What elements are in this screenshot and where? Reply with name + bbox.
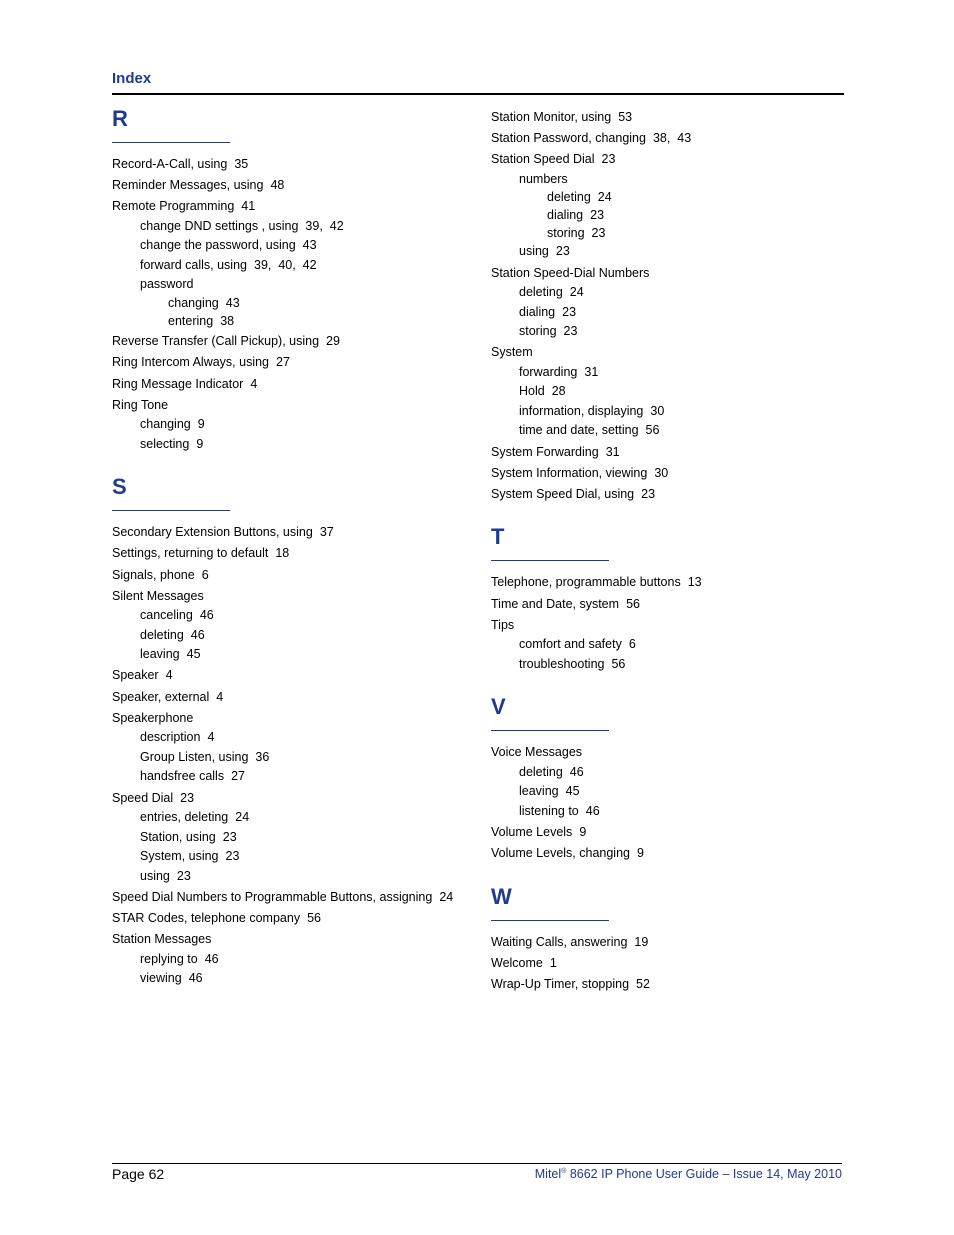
- index-entry-term: Ring Message Indicator: [112, 376, 244, 391]
- index-entry: [491, 595, 861, 615]
- index-entry-pages: 30: [650, 403, 665, 418]
- index-entry: [491, 108, 861, 128]
- index-entry-term: entering: [168, 313, 214, 328]
- index-entry: [112, 217, 482, 237]
- index-entry-pages: 23: [225, 849, 240, 864]
- index-entry-term: numbers: [519, 171, 568, 186]
- index-entry: [491, 743, 861, 763]
- index-entry: [491, 421, 861, 441]
- index-entry-term: Volume Levels, changing: [491, 846, 630, 861]
- index-entry-pages: 56: [626, 596, 640, 611]
- index-entry: [491, 343, 861, 363]
- index-entry: [112, 867, 482, 887]
- index-entry: [491, 402, 861, 422]
- index-entry-pages: 31: [605, 444, 620, 459]
- index-entry-term: STAR Codes, telephone company: [112, 910, 301, 925]
- index-entry: [112, 606, 482, 626]
- index-entry-term: Station Monitor, using: [491, 109, 612, 124]
- index-entry: [491, 443, 861, 463]
- index-entry: [112, 295, 482, 313]
- index-entry-term: leaving: [140, 647, 180, 662]
- index-entry-term: storing: [519, 324, 557, 339]
- index-entry: [112, 728, 482, 748]
- index-column-left: [112, 104, 482, 989]
- index-entry-pages: 52: [636, 977, 650, 992]
- index-entry-term: Secondary Extension Buttons, using: [112, 525, 313, 540]
- index-entry: [112, 256, 482, 276]
- index-entry: [112, 626, 482, 646]
- index-entry: [112, 587, 482, 607]
- index-entry-term: Speaker, external: [112, 689, 210, 704]
- index-entry: [491, 363, 861, 383]
- index-entry: [491, 382, 861, 402]
- index-entry-pages: 24: [597, 190, 612, 205]
- index-entry-pages: 30: [654, 465, 669, 480]
- index-entry: [112, 396, 482, 416]
- index-entry-term: using: [519, 244, 549, 259]
- index-entry: [112, 275, 482, 295]
- index-entry-term: Station Speed-Dial Numbers: [491, 265, 650, 280]
- index-entry: [491, 954, 861, 974]
- index-entry: [491, 464, 861, 484]
- index-entry-pages: 23: [562, 304, 577, 319]
- index-entry-term: Waiting Calls, answering: [491, 934, 628, 949]
- index-entry-term: System Forwarding: [491, 444, 599, 459]
- index-entry-pages: 31: [584, 364, 599, 379]
- index-entry-term: Settings, returning to default: [112, 546, 269, 561]
- index-entry-pages: 23: [555, 244, 570, 259]
- index-entry-term: leaving: [519, 784, 559, 799]
- index-entry-term: deleting: [140, 627, 184, 642]
- index-entry: [491, 616, 861, 636]
- index-entry-pages: 9: [196, 436, 204, 451]
- index-entry: [491, 844, 861, 864]
- index-entry-term: dialing: [547, 207, 584, 222]
- index-entry: [112, 930, 482, 950]
- index-entry-pages: 46: [585, 803, 600, 818]
- index-entry-term: storing: [547, 225, 585, 240]
- index-entry-term: comfort and safety: [519, 637, 622, 652]
- index-entry: [491, 189, 861, 207]
- index-entry-term: System Information, viewing: [491, 465, 648, 480]
- index-entry-term: changing: [168, 295, 219, 310]
- index-entry: [491, 763, 861, 783]
- index-entry-pages: 23: [176, 868, 191, 883]
- index-entry-pages: 23: [591, 225, 606, 240]
- index-entry: [491, 823, 861, 843]
- index-entry-term: Record-A-Call, using: [112, 157, 228, 171]
- index-entry-term: time and date, setting: [519, 423, 639, 438]
- index-entry-term: forwarding: [519, 364, 578, 379]
- index-entry: [491, 975, 861, 995]
- index-entry-pages: 45: [186, 647, 201, 662]
- index-entry-pages: 46: [569, 764, 584, 779]
- index-entry: [491, 485, 861, 505]
- index-entry-term: forward calls, using: [140, 257, 247, 272]
- index-entry-pages: 56: [611, 656, 626, 671]
- index-entry-pages: 9: [579, 824, 587, 839]
- index-entry-pages: 38: [220, 313, 235, 328]
- registered-mark: ®: [561, 1167, 567, 1175]
- index-entry: [112, 197, 482, 217]
- section-divider: [491, 730, 609, 731]
- index-entry-pages: 18: [275, 546, 290, 561]
- index-entry: [112, 566, 482, 586]
- index-entry-term: Station Messages: [112, 932, 212, 947]
- index-entry: [112, 375, 482, 395]
- index-entry-pages: 23: [641, 486, 656, 501]
- index-entry-term: Station, using: [140, 829, 216, 844]
- index-entry-term: changing: [140, 417, 191, 432]
- index-entry-term: Welcome: [491, 955, 543, 970]
- index-entry-term: System, using: [140, 849, 219, 864]
- index-entry-term: System Speed Dial, using: [491, 486, 635, 501]
- index-entry: [491, 322, 861, 342]
- index-entry-pages: 4: [207, 730, 215, 745]
- index-entry: [112, 969, 482, 989]
- index-entry-term: Station Password, changing: [491, 130, 646, 145]
- section-letter: S: [112, 474, 127, 500]
- index-entry: [112, 544, 482, 564]
- index-entry-pages: 4: [216, 689, 224, 704]
- index-entry-pages: 24: [439, 889, 454, 904]
- index-entry: [112, 332, 482, 352]
- index-entry-term: selecting: [140, 436, 190, 451]
- index-entry: [491, 933, 861, 953]
- section-letter: V: [491, 694, 506, 720]
- index-entry-pages: 23: [563, 324, 578, 339]
- index-entry: [112, 435, 482, 455]
- index-entry-pages: 43: [225, 295, 240, 310]
- index-entry-term: description: [140, 730, 201, 745]
- index-entry-term: Hold: [519, 384, 545, 399]
- index-entry-term: Tips: [491, 617, 515, 632]
- index-entry-pages: 46: [199, 608, 214, 623]
- index-entry-term: listening to: [519, 803, 579, 818]
- index-entry-term: using: [140, 868, 170, 883]
- index-entry-pages: 36: [255, 749, 270, 764]
- index-entry-term: password: [140, 277, 194, 292]
- footer-page-number: Page 62: [112, 1166, 165, 1182]
- index-entry-pages: 39, 40, 42: [254, 257, 317, 272]
- index-entry-term: Speaker: [112, 668, 159, 683]
- index-entry-pages: 43: [302, 238, 317, 253]
- index-entry-term: entries, deleting: [140, 810, 229, 825]
- index-entry: [112, 666, 482, 686]
- index-entry-term: Group Listen, using: [140, 749, 249, 764]
- section-divider: [112, 510, 230, 511]
- index-entry-pages: 38, 43: [652, 130, 692, 145]
- index-entry-pages: 27: [231, 769, 245, 784]
- index-entry-pages: 37: [319, 525, 334, 540]
- index-entry-pages: 6: [628, 637, 636, 652]
- index-entry-term: Remote Programming: [112, 199, 235, 214]
- index-entry-pages: 46: [190, 627, 205, 642]
- index-entry-term: Ring Intercom Always, using: [112, 355, 270, 370]
- index-entry-pages: 6: [201, 567, 209, 582]
- index-entry: [491, 225, 861, 243]
- index-entry-term: canceling: [140, 608, 193, 623]
- index-entry: [112, 789, 482, 809]
- index-entry: [491, 283, 861, 303]
- index-entry-term: deleting: [519, 285, 563, 300]
- section-letter: T: [491, 524, 505, 550]
- index-entry-pages: 23: [180, 790, 195, 805]
- index-entry: [491, 207, 861, 225]
- index-entry: [491, 573, 861, 593]
- index-entry-pages: 45: [565, 784, 580, 799]
- index-entry-pages: 23: [590, 207, 605, 222]
- index-entry: [112, 748, 482, 768]
- index-entry-pages: 56: [645, 423, 660, 438]
- index-entry-pages: 46: [188, 971, 203, 986]
- index-entry: [112, 709, 482, 729]
- index-entry-term: Voice Messages: [491, 745, 583, 760]
- footer-divider: [112, 1163, 842, 1164]
- index-entry: [491, 782, 861, 802]
- index-entry-term: troubleshooting: [519, 656, 605, 671]
- index-entry-term: Station Speed Dial: [491, 152, 595, 167]
- index-section: [491, 108, 861, 505]
- index-entry-pages: 4: [250, 376, 258, 391]
- index-entry-pages: 35: [234, 157, 249, 171]
- index-entry-pages: 19: [634, 934, 649, 949]
- index-entry-pages: 48: [270, 178, 285, 193]
- index-entry-term: viewing: [140, 971, 182, 986]
- index-section: [491, 692, 861, 863]
- index-section: [491, 882, 861, 995]
- index-entry: [491, 242, 861, 262]
- index-entry-term: change the password, using: [140, 238, 296, 253]
- index-entry: [112, 313, 482, 331]
- index-entry-term: Speed Dial: [112, 790, 174, 805]
- index-entry-pages: 27: [276, 355, 290, 370]
- page-header-title: Index: [112, 70, 152, 87]
- index-entry: [112, 909, 482, 929]
- index-entry: [112, 808, 482, 828]
- index-entry: [112, 688, 482, 708]
- index-entry-term: deleting: [519, 764, 563, 779]
- index-entry-term: replying to: [140, 951, 198, 966]
- index-entry-term: dialing: [519, 304, 556, 319]
- index-entry-term: System: [491, 345, 533, 360]
- index-entry-pages: 46: [204, 951, 219, 966]
- index-entry-pages: 39, 42: [305, 218, 344, 233]
- index-section: [491, 522, 861, 674]
- index-entry: [491, 170, 861, 190]
- index-entry: [112, 767, 482, 787]
- section-letter: R: [112, 106, 128, 131]
- index-entry: [112, 353, 482, 373]
- index-entry-pages: 41: [241, 199, 256, 214]
- index-section: [112, 472, 482, 988]
- index-entry: [112, 828, 482, 848]
- index-entry-pages: 53: [618, 109, 633, 124]
- index-entry: [491, 655, 861, 675]
- index-section: [112, 104, 482, 454]
- index-entry: [491, 150, 861, 170]
- index-entry-term: Wrap-Up Timer, stopping: [491, 977, 630, 992]
- index-entry-pages: 1: [549, 955, 557, 970]
- index-entry-term: Silent Messages: [112, 588, 204, 603]
- section-divider: [112, 142, 230, 143]
- index-entry-term: handsfree calls: [140, 769, 225, 784]
- index-entry: [112, 950, 482, 970]
- index-entry-term: Reminder Messages, using: [112, 178, 264, 193]
- index-entry-term: deleting: [547, 190, 591, 205]
- index-entry-term: Ring Tone: [112, 397, 169, 412]
- index-entry: [491, 635, 861, 655]
- index-entry-term: Telephone, programmable buttons: [491, 575, 681, 590]
- index-entry: [491, 264, 861, 284]
- index-entry: [112, 176, 482, 196]
- index-entry: [112, 236, 482, 256]
- section-letter: W: [491, 883, 512, 909]
- index-entry-pages: 9: [197, 417, 205, 432]
- index-entry-term: information, displaying: [519, 403, 644, 418]
- index-entry-term: Speakerphone: [112, 710, 194, 725]
- index-entry: [112, 415, 482, 435]
- index-entry-term: Signals, phone: [112, 567, 195, 582]
- index-entry: [112, 523, 482, 543]
- index-entry-pages: 56: [307, 910, 321, 925]
- footer-brand: Mitel: [534, 1167, 562, 1181]
- section-divider: [491, 920, 609, 921]
- index-entry: [112, 645, 482, 665]
- footer-guide-title: 8662 IP Phone User Guide – Issue 14, May 2010: [566, 1167, 842, 1181]
- index-entry-pages: 23: [222, 829, 237, 844]
- index-entry-term: Reverse Transfer (Call Pickup), using: [112, 334, 320, 349]
- index-entry-pages: 9: [636, 846, 644, 861]
- index-entry: [491, 303, 861, 323]
- index-entry-term: Volume Levels: [491, 824, 573, 839]
- index-entry-pages: 23: [601, 152, 616, 167]
- index-entry: [112, 847, 482, 867]
- index-entry: [491, 129, 861, 149]
- index-entry: [112, 155, 482, 175]
- index-entry: [491, 802, 861, 822]
- index-entry-pages: 28: [551, 384, 566, 399]
- footer-document-title: [535, 1167, 842, 1181]
- index-entry-pages: 24: [569, 285, 584, 300]
- index-entry-term: Speed Dial Numbers to Programmable Buttons, assigning: [112, 889, 433, 904]
- index-entry-term: change DND settings , using: [140, 218, 299, 233]
- index-entry-pages: 24: [235, 810, 250, 825]
- index-entry-pages: 29: [326, 334, 340, 349]
- index-column-right: [491, 106, 861, 995]
- section-divider: [491, 560, 609, 561]
- header-divider: [112, 93, 844, 95]
- index-entry-term: Time and Date, system: [491, 596, 620, 611]
- index-entry-pages: 4: [165, 668, 173, 683]
- index-entry: [112, 888, 482, 908]
- index-entry-pages: 13: [687, 575, 702, 590]
